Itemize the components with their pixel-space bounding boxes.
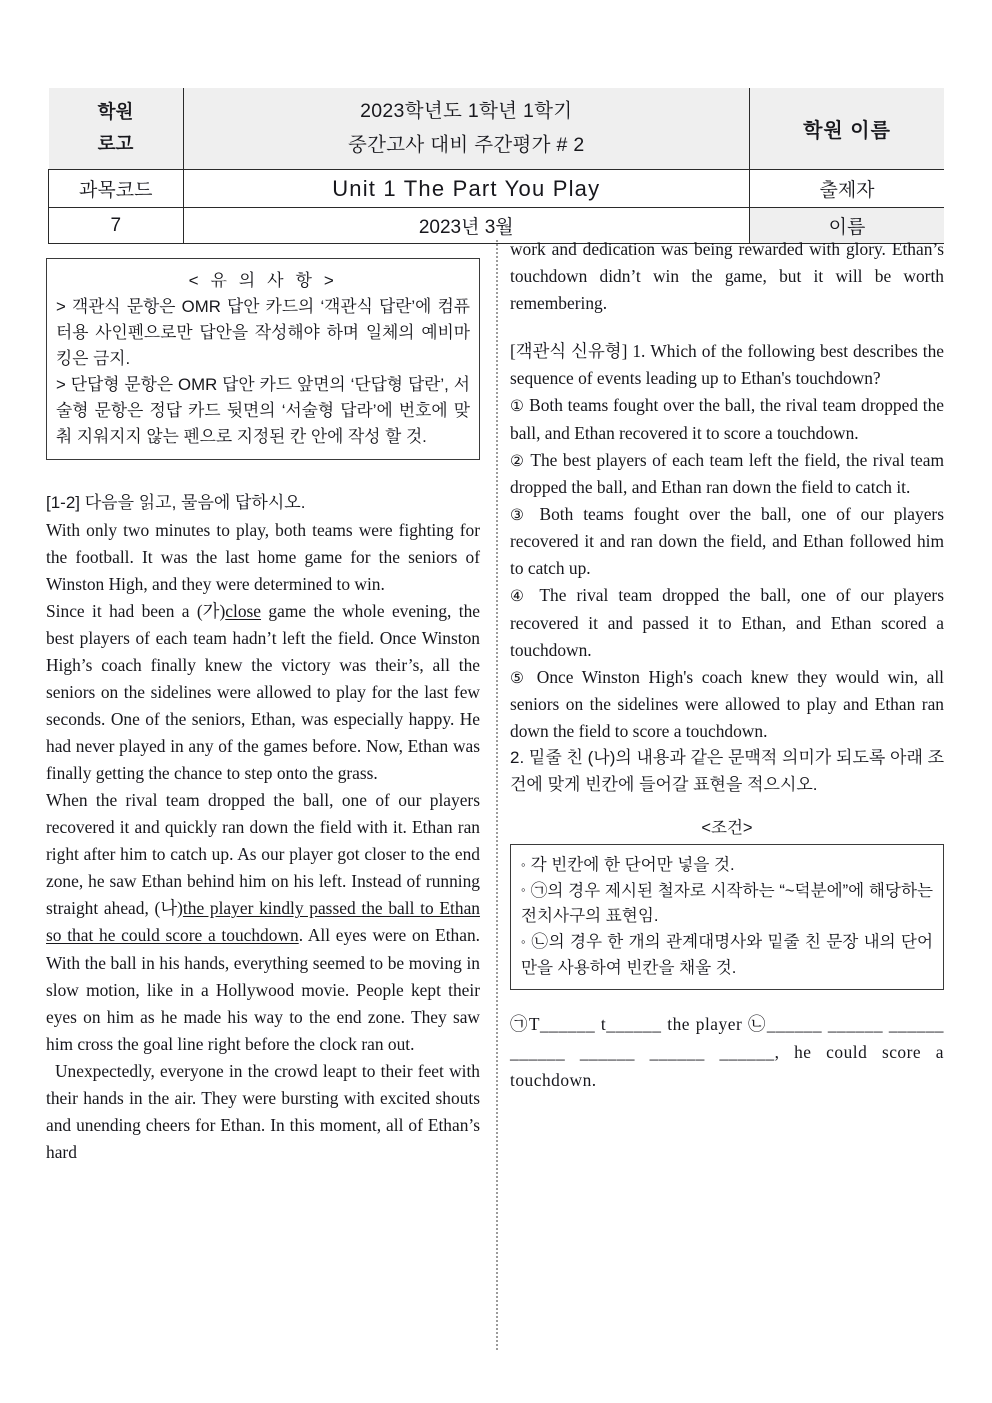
condition-text-1: 각 빈칸에 한 단어만 넣을 것. bbox=[530, 855, 735, 875]
academy-logo-cell bbox=[49, 88, 184, 170]
choice-text-2: The best players of each team left the field, the rival team dropped the ball, and Ethan ran down the field to catch it. bbox=[510, 449, 944, 497]
question-1-choice-4[interactable] bbox=[510, 582, 944, 663]
exam-header-table bbox=[48, 88, 944, 244]
academy-name-cell: 학원 이름 bbox=[750, 88, 945, 170]
column-divider bbox=[496, 240, 498, 1350]
choice-marker-5: ⑤ bbox=[510, 669, 529, 687]
unit-title: Unit 1 The Part You Play bbox=[183, 170, 750, 208]
passage-paragraph-3 bbox=[46, 787, 480, 1058]
passage-p2-part-a: Since it had been a (가) bbox=[46, 600, 226, 621]
writer-name: 이름 bbox=[750, 208, 945, 244]
header-row-unit bbox=[49, 170, 945, 208]
reading-instruction: [1-2] 다음을 읽고, 물음에 답하시오. bbox=[46, 493, 306, 512]
condition-item-3 bbox=[521, 929, 933, 980]
choice-marker-1: ① bbox=[510, 398, 525, 416]
choice-text-5: Once Winston High's coach knew they would win, all seniors on the sidelines were allowed to play and Ethan ran down the field to score a touchdown. bbox=[510, 666, 944, 741]
passage-paragraph-2 bbox=[46, 598, 480, 787]
notice-box bbox=[46, 258, 480, 460]
question-2-answer-line[interactable]: ㉠T______ t______ the player ㉡______ ______ ______ ______ ______ ______ ______, he could score a touchdown. bbox=[510, 1013, 944, 1090]
question-1-choice-1[interactable] bbox=[510, 392, 944, 446]
choice-marker-4: ④ bbox=[510, 588, 530, 606]
question-1-choice-5[interactable] bbox=[510, 664, 944, 745]
right-column bbox=[510, 236, 944, 1094]
academy-logo-line1: 학원 bbox=[97, 100, 134, 122]
passage-p2-part-b: game the whole evening, the best players of each team hadn’t left the field. Once Winston High’s coach finally knew the victory was their’s, all the seniors on the sidelines were allowed to play for the last few seconds. One of the seniors, Ethan, was especially happy. He had never played in any of the games before. Now, Ethan was finally getting the chance to step onto the grass. bbox=[46, 600, 480, 784]
passage-paragraph-1: With only two minutes to play, both teams were fighting for the football. It was the last home game for the seniors of Winston High, and they were determined to win. bbox=[46, 519, 480, 594]
choice-text-4: The rival team dropped the ball, one of our players recovered it and passed it to Ethan, and Ethan scored a touchdown. bbox=[510, 585, 944, 660]
passage-paragraph-4-continued: work and dedication was being rewarded with glory. Ethan’s touchdown didn’t win the game, but it will be worth remembering. bbox=[510, 239, 944, 314]
passage-paragraph-4: Unexpectedly, everyone in the crowd leapt to their feet with their hands in the air. They were bursting with excited shouts and unending cheers for Ethan. In this moment, all of Ethan’s hard bbox=[46, 1060, 480, 1162]
condition-title: <조건> bbox=[701, 819, 753, 838]
question-2-answer-block bbox=[510, 1010, 944, 1095]
condition-item-2 bbox=[521, 878, 933, 929]
header-row-title bbox=[49, 88, 945, 170]
question-1-choice-3[interactable] bbox=[510, 501, 944, 582]
question-2-stem: 2. 밑줄 친 (나)의 내용과 같은 문맥적 의미가 되도록 아래 조건에 맞게 빈칸에 들어갈 표현을 적으시오. bbox=[510, 747, 945, 794]
writer-label: 출제자 bbox=[750, 170, 945, 208]
exam-title-line2: 중간고사 대비 주간평가 # 2 bbox=[347, 134, 585, 157]
bullet-icon: ◦ bbox=[521, 933, 527, 949]
choice-marker-3: ③ bbox=[510, 506, 530, 524]
question-1-stem: [객관식 신유형] 1. Which of the following best describes the sequence of events leading up to Ethan's touchdown? bbox=[510, 341, 944, 389]
choice-marker-2: ② bbox=[510, 452, 526, 470]
exam-date: 2023년 3월 bbox=[183, 208, 750, 244]
passage-p3-part-b: . All eyes were on Ethan. With the ball in his hands, everything seemed to be moving in slow motion, like in a Hollywood movie. People kept their eyes on him as he made his way to the end zone. They saw him cross the goal line right before the clock ran out. bbox=[46, 925, 481, 1054]
notice-title: < 유 의 사 항 > bbox=[188, 271, 338, 290]
left-column bbox=[46, 490, 480, 1166]
underlined-word-ga: close bbox=[225, 600, 262, 621]
exam-title-line1: 2023학년도 1학년 1학기 bbox=[360, 100, 573, 122]
passage-p3-part-a: When the rival team dropped the ball, one of our players recovered it and quickly ran down the field with it. Ethan ran right after him to catch up. As our player got closer to the end zone, he saw Ethan behind him on his left. Instead of running straight ahead, (나) bbox=[46, 790, 480, 919]
notice-item-1: > 객관식 문항은 OMR 답안 카드의 ‘객관식 답란’에 컴퓨터용 사인펜으로만 답안을 작성해야 하며 일체의 예비마킹은 금지. bbox=[56, 297, 470, 368]
condition-text-3: ㉡의 경우 한 개의 관계대명사와 밑줄 친 문장 내의 단어만을 사용하여 빈칸을 채울 것. bbox=[521, 932, 933, 977]
exam-title-cell bbox=[183, 88, 750, 170]
academy-logo-line2: 로고 bbox=[97, 133, 134, 155]
choice-text-3: Both teams fought over the ball, one of our players recovered it and ran down the field, and Ethan followed him to catch up. bbox=[510, 503, 944, 579]
question-1-choice-2[interactable] bbox=[510, 447, 944, 501]
subject-code-label: 과목코드 bbox=[49, 170, 184, 208]
bullet-icon: ◦ bbox=[521, 856, 526, 872]
condition-box bbox=[510, 844, 944, 990]
bullet-icon: ◦ bbox=[521, 882, 526, 898]
condition-item-1 bbox=[521, 852, 933, 878]
subject-code-value: 7 bbox=[49, 208, 184, 244]
notice-item-2: > 단답형 문항은 OMR 답안 카드 앞면의 ‘단답형 답란’, 서술형 문항은 정답 카드 뒷면의 ‘서술형 답라’에 번호에 맞춰 지워지지 않는 펜으로 지정된 칸 안에 작성 할 것. bbox=[56, 374, 470, 446]
underlined-sentence-na: the player kindly passed the ball to Ethan so that he could score a touchdown bbox=[46, 898, 480, 946]
choice-text-1: Both teams fought over the ball, the rival team dropped the ball, and Ethan recovered it to score a touchdown. bbox=[510, 395, 944, 443]
condition-text-2: ㉠의 경우 제시된 철자로 시작하는 “~덕분에”에 해당하는 전치사구의 표현임. bbox=[521, 880, 934, 926]
